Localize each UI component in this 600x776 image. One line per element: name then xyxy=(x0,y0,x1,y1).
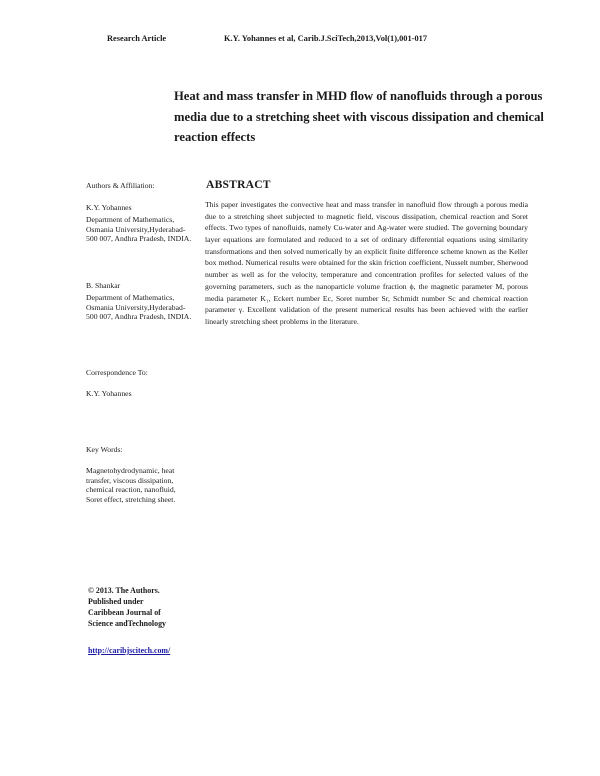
authors-affiliation-label: Authors & Affiliation: xyxy=(86,181,155,190)
copyright-line: Published under xyxy=(88,597,144,607)
abstract-heading: ABSTRACT xyxy=(206,178,271,191)
copyright-line: Science andTechnology xyxy=(88,619,166,629)
article-type-label: Research Article xyxy=(107,34,167,43)
copyright-notice xyxy=(88,585,208,629)
correspondence-label: Correspondence To: xyxy=(86,368,148,377)
citation-header: K.Y. Yohannes et al, Carib.J.SciTech,2013,Vol(1),001-017 xyxy=(224,34,428,43)
author-affiliation: Department of Mathematics, Osmania University,Hyderabad-500 007, Andhra Pradesh, INDIA. xyxy=(86,293,192,322)
abstract-text: This paper investigates the convective heat and mass transfer in nanofluid flow through a porous media due to a stretching sheet subjected to magnetic field, viscous dissipation, chemical reaction and Soret effects. Two types of nanofluids, namely Cu-water and Ag-water were studied. The governing boundary layer equations are formulated and reduced to a set of ordinary differential equations using similarity transformations and then solved numerically by an explicit finite difference scheme known as the Keller box method. Numerical results were obtained for the skin friction coefficient, Nusselt number, Sherwood number as well as for the velocity, temperature and concentration profiles for selected values of the governing parameters, such as the nanoparticle volume fraction ϕ, the magnetic parameter M, porous media parameter K₁, Eckert number Ec, Soret number Sr, Schmidt number Sc and chemical reaction parameter γ. Excellent validation of the present numerical results has been achieved with the earlier linearly stretching sheet problems in the literature. xyxy=(205,200,528,326)
keywords-label: Key Words: xyxy=(86,445,123,454)
keywords-list: Magnetohydrodynamic, heat transfer, viscous dissipation, chemical reaction, nanofluid, Soret effect, stretching sheet. xyxy=(86,466,176,504)
author-name: K.Y. Yohannes xyxy=(86,203,132,212)
copyright-line: Caribbean Journal of xyxy=(88,608,161,618)
author-name: B. Shankar xyxy=(86,281,121,290)
correspondence-name: K.Y. Yohannes xyxy=(86,389,132,398)
author-affiliation: Department of Mathematics, Osmania University,Hyderabad-500 007, Andhra Pradesh, INDIA. xyxy=(86,215,192,244)
journal-link[interactable]: http://caribjscitech.com/ xyxy=(88,646,171,655)
paper-title: Heat and mass transfer in MHD flow of nanofluids through a porous media due to a stretching sheet with viscous dissipation and chemical reaction effects xyxy=(174,89,544,144)
copyright-line: © 2013. The Authors. xyxy=(88,586,160,595)
